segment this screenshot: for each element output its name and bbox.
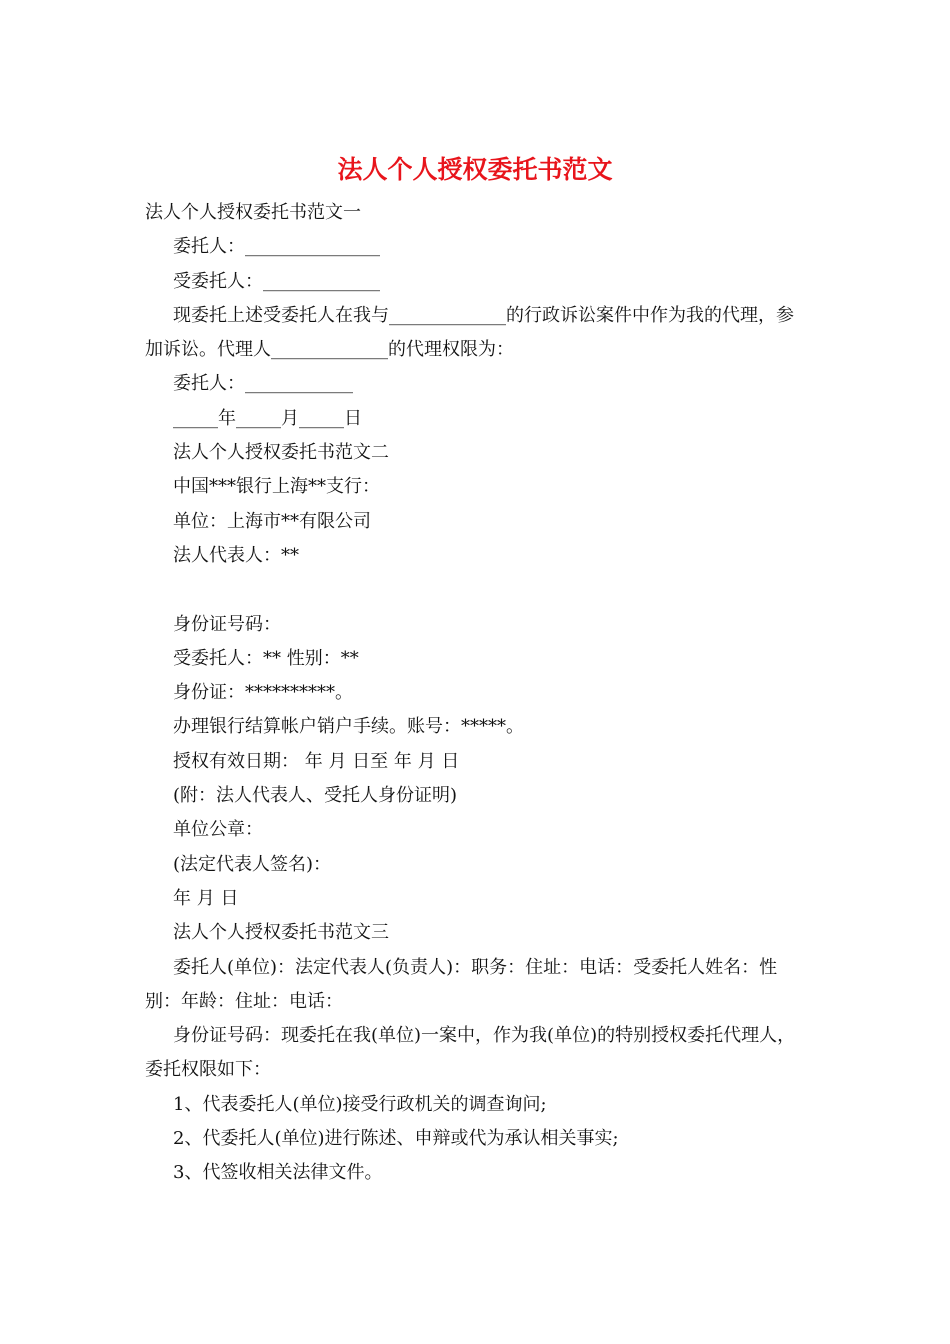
paragraph: 受委托人：_____________ [173, 270, 380, 292]
list-item: 2、代委托人(单位)进行陈述、申辩或代为承认相关事实; [173, 1128, 619, 1150]
paragraph: 委托人：____________ [173, 373, 353, 395]
paragraph: (附：法人代表人、受托人身份证明) [173, 785, 458, 807]
paragraph: 办理银行结算帐户销户手续。账号：*****。 [173, 716, 524, 738]
paragraph: 委托人：_______________ [173, 236, 380, 258]
section-heading-2: 法人个人授权委托书范文二 [173, 442, 389, 464]
blank-line [145, 573, 810, 607]
paragraph: 身份证号码：现委托在我(单位)一案中，作为我(单位)的特别授权委托代理人，委托权限如下： [145, 1025, 796, 1081]
list-item: 3、代签收相关法律文件。 [173, 1162, 383, 1184]
paragraph: 单位：上海市**有限公司 [173, 510, 371, 532]
document-body [145, 196, 810, 1191]
paragraph: 年 月 日 [173, 887, 239, 909]
section-heading-3: 法人个人授权委托书范文三 [173, 922, 389, 944]
paragraph: 单位公章： [173, 819, 263, 841]
paragraph: _____年_____月_____日 [173, 407, 362, 429]
paragraph: 委托人(单位)：法定代表人(负责人)：职务：住址：电话：受委托人姓名：性别：年龄：住址：电话： [145, 956, 778, 1012]
paragraph: 身份证：**********。 [173, 682, 353, 704]
paragraph: 授权有效日期： 年 月 日至 年 月 日 [173, 750, 460, 772]
paragraph: 中国***银行上海**支行： [173, 476, 380, 498]
document-title: 法人个人授权委托书范文 [337, 155, 613, 184]
paragraph: 现委托上述受委托人在我与_____________的行政诉讼案件中作为我的代理，参加诉讼。代理人_____________的代理权限为： [145, 304, 794, 361]
paragraph: 法人代表人：** [173, 544, 299, 566]
paragraph: (法定代表人签名)： [173, 853, 332, 875]
section-heading-1: 法人个人授权委托书范文一 [145, 202, 361, 223]
list-item: 1、代表委托人(单位)接受行政机关的调查询问; [173, 1093, 547, 1115]
paragraph: 受委托人：** 性别：** [173, 647, 359, 669]
paragraph: 身份证号码： [173, 613, 281, 635]
